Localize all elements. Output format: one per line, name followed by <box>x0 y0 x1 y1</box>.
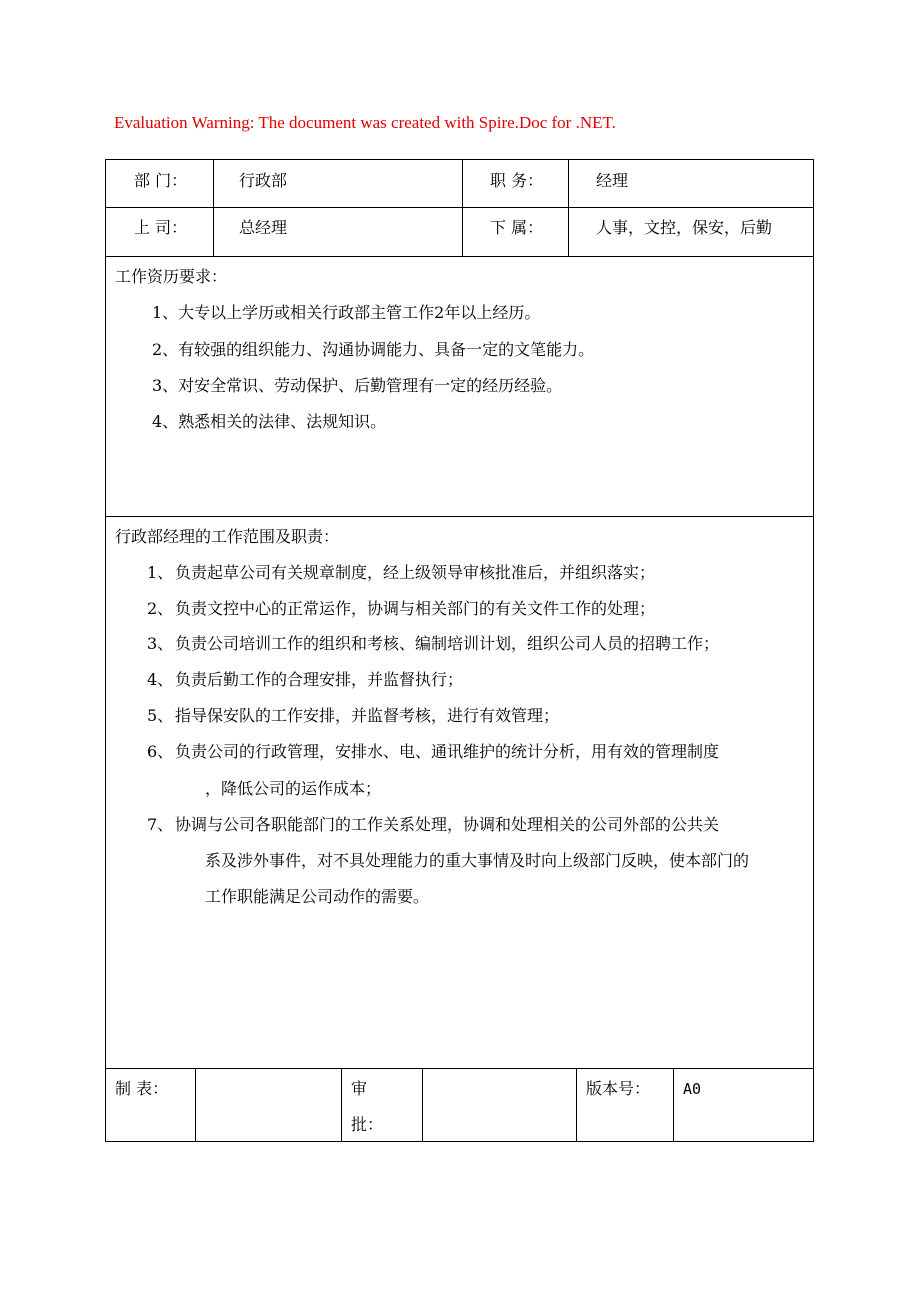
dept-label: 部 门： <box>134 171 188 190</box>
duty-number: 7、 <box>147 815 174 834</box>
superior-value: 总经理 <box>239 218 288 237</box>
duty-item <box>147 706 807 726</box>
duty-number: 3、 <box>147 634 174 653</box>
requirements-title: 工作资历要求： <box>115 267 228 286</box>
requirement-item: 3、对安全常识、劳动保护、后勤管理有一定的经历经验。 <box>152 376 563 395</box>
requirement-item: 2、有较强的组织能力、沟通协调能力、具备一定的文笔能力。 <box>152 340 595 359</box>
duty-text: 指导保安队的工作安排，并监督考核，进行有效管理； <box>175 706 560 725</box>
maker-label: 制 表： <box>115 1079 169 1098</box>
evaluation-warning: Evaluation Warning: The document was created with Spire.Doc for .NET. <box>114 113 616 132</box>
col-divider <box>673 1068 674 1142</box>
dept-value: 行政部 <box>239 171 288 190</box>
duty-text: 负责公司的行政管理，安排水、电、通讯维护的统计分析，用有效的管理制度 <box>175 742 720 761</box>
duty-text: ，降低公司的运作成本； <box>205 779 382 798</box>
duty-number: 4、 <box>147 670 174 689</box>
version-label: 版本号： <box>586 1079 651 1098</box>
col-divider <box>568 160 569 256</box>
duty-text: 负责后勤工作的合理安排，并监督执行； <box>175 670 464 689</box>
subordinate-value: 人事，文控，保安，后勤 <box>596 218 773 237</box>
duty-text: 负责公司培训工作的组织和考核、编制培训计划，组织公司人员的招聘工作； <box>175 634 720 653</box>
duty-text: 工作职能满足公司动作的需要。 <box>205 887 430 906</box>
requirement-item: 1、大专以上学历或相关行政部主管工作2年以上经历。 <box>152 303 541 322</box>
job-description-table <box>105 159 814 1142</box>
col-divider <box>422 1068 423 1142</box>
duty-number: 1、 <box>147 563 174 582</box>
duty-text: 负责文控中心的正常运作，协调与相关部门的有关文件工作的处理； <box>175 599 656 618</box>
duty-text: 负责起草公司有关规章制度，经上级领导审核批准后，并组织落实； <box>175 563 656 582</box>
approve-label: 批： <box>351 1115 384 1134</box>
duty-item <box>147 670 807 690</box>
duty-item <box>147 634 807 654</box>
col-divider <box>462 160 463 256</box>
duty-number: 5、 <box>147 706 174 725</box>
duty-number: 6、 <box>147 742 174 761</box>
position-value: 经理 <box>596 171 629 190</box>
duty-item <box>147 742 807 802</box>
subordinate-label: 下 属： <box>490 218 544 237</box>
duty-text: 协调与公司各职能部门的工作关系处理，协调和处理相关的公司外部的公共关 <box>175 815 720 834</box>
duty-item <box>147 815 807 915</box>
col-divider <box>341 1068 342 1142</box>
duties-title: 行政部经理的工作范围及职责： <box>115 527 340 546</box>
row-divider <box>106 1068 813 1069</box>
duty-item <box>147 563 807 583</box>
position-label: 职 务： <box>490 171 544 190</box>
col-divider <box>213 160 214 256</box>
duty-item <box>147 599 807 619</box>
duty-number: 2、 <box>147 599 174 618</box>
col-divider <box>195 1068 196 1142</box>
superior-label: 上 司： <box>134 218 188 237</box>
col-divider <box>576 1068 577 1142</box>
row-divider <box>106 516 813 517</box>
duty-text: 系及涉外事件，对不具处理能力的重大事情及时向上级部门反映，使本部门的 <box>205 851 750 870</box>
row-divider <box>106 256 813 257</box>
approve-label: 审 <box>351 1079 368 1098</box>
requirement-item: 4、熟悉相关的法律、法规知识。 <box>152 412 387 431</box>
version-value: A0 <box>683 1080 702 1098</box>
